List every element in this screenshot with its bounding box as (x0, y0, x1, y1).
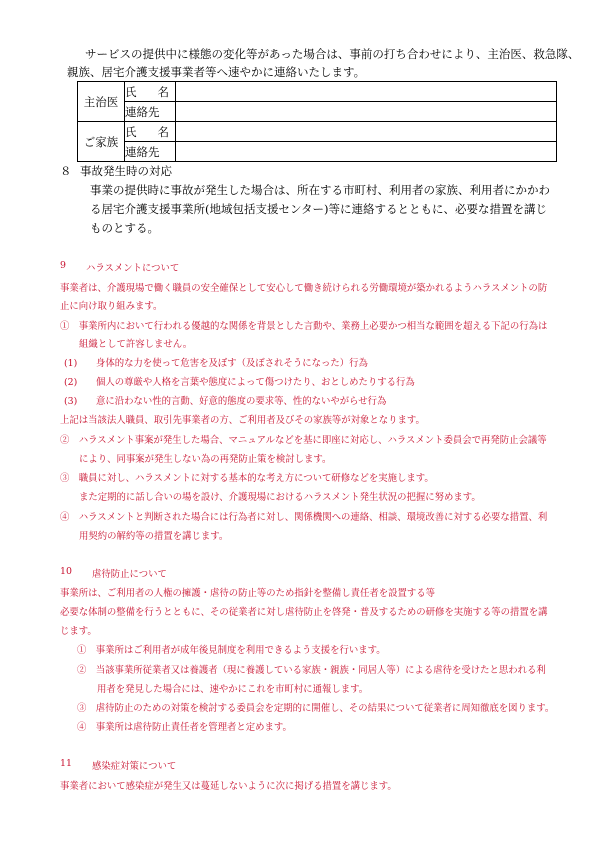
sec8-title: 事故発生時の対応 (80, 164, 172, 178)
sec10-intro-1: 事業所は、ご利用者の人権の擁護・虐待の防止等のため指針を整備し責任者を設置する等 (60, 588, 436, 599)
sec10-intro-3: じます。 (60, 626, 97, 637)
sec9-title: ハラスメントについて (86, 263, 180, 274)
sec8-number: ８ (60, 164, 72, 178)
sec10-item-3: ③ 虐待防止のための対策を検討する委員会を定期的に開催し、その結果について従業者に周知徹底を図ります。 (77, 703, 555, 714)
sec9-item-2a: ② ハラスメント事案が発生した場合、マニュアルなどを基に即座に対応し、ハラスメント委員会で再発防止会議等 (60, 435, 547, 446)
emergency-line-1: サービスの提供中に様態の変化等があった場合は、事前の打ち合わせにより、主治医、救急隊、 (85, 47, 580, 61)
emergency-contact-table (77, 81, 557, 162)
sec8-line-1: 事業の提供時に事故が発生した場合は、所在する市町村、利用者の家族、利用者にかかわ (90, 183, 550, 197)
sec9-item-2b: により、同事案が発生しない為の再発防止策を検討します。 (79, 454, 332, 465)
sec10-item-2a: ② 当該事業所従業者又は養護者（現に養護している家族・親族・同居人等）による虐待を受けたと思われる利 (77, 665, 546, 676)
doctor-contact-cell[interactable] (176, 102, 557, 122)
sec10-title: 虐待防止について (92, 569, 167, 580)
sec8-line-2: る居宅介護支援事業所(地域包括支援センター)等に連絡するとともに、必要な措置を講じ (90, 202, 548, 216)
sec9-sub-1: (1) 身体的な力を使って危害を及ぼす（及ぼされそうになった）行為 (64, 358, 368, 369)
doctor-name-cell[interactable] (176, 82, 557, 102)
sec11-title: 感染症対策について (92, 761, 177, 772)
family-name-cell[interactable] (176, 122, 557, 142)
sec10-intro-2: 必要な体制の整備を行うとともに、その従業者に対し虐待防止を啓発・普及するための研修を実施する等の措置を講 (60, 607, 548, 618)
doctor-name-label: 氏 名 (125, 82, 176, 102)
sec8-line-3: ものとする。 (90, 221, 159, 235)
doctor-contact-label: 連絡先 (125, 102, 176, 122)
sec9-note: 上記は当該法人職員、取引先事業者の方、ご利用者及びその家族等が対象となります。 (60, 415, 425, 426)
sec9-intro-2: 止に向け取り組みます。 (60, 301, 163, 312)
sec10-number: 10 (60, 566, 72, 577)
family-contact-label: 連絡先 (125, 142, 176, 162)
sec9-number: 9 (60, 260, 66, 271)
sec9-item-4a: ④ ハラスメントと判断された場合には行為者に対し、関係機関への連絡、相談、環境改善に対する必要な措置、利 (60, 512, 548, 523)
sec10-item-2b: 用者を発見した場合には、速やかにこれを市町村に通報します。 (97, 684, 369, 695)
sec10-item-1: ① 事業所はご利用者が成年後見制度を利用できるよう支援を行います。 (77, 645, 386, 656)
sec10-item-4: ④ 事業所は虐待防止責任者を管理者と定めます。 (77, 722, 292, 733)
sec9-item-1a: ① 事業所内において行われる優越的な関係を背景とした言動や、業務上必要かつ相当な範囲を超える下記の行為は (60, 321, 548, 332)
sec9-item-3a: ③ 職員に対し、ハラスメントに対する基本的な考え方について研修などを実施します。 (60, 473, 434, 484)
sec9-sub-3: (3) 意に沿わない性的言動、好意的態度の要求等、性的ないやがらせ行為 (64, 396, 387, 407)
family-label: ご家族 (78, 122, 125, 162)
emergency-line-2: 親族、居宅介護支援事業者等へ速やかに連絡いたします。 (67, 65, 366, 79)
sec9-intro-1: 事業者は、介護現場で働く職員の安全確保として安心して働き続けられる労働環境が築かれるようハラスメントの防 (60, 283, 548, 294)
doctor-label: 主治医 (78, 82, 125, 122)
family-name-label: 氏 名 (125, 122, 176, 142)
sec11-number: 11 (60, 758, 72, 769)
sec9-item-3b: また定期的に話し合いの場を設け、介護現場におけるハラスメント発生状況の把握に努めます。 (79, 492, 481, 503)
sec9-sub-2: (2) 個人の尊厳や人格を言葉や態度によって傷つけたり、おとしめたりする行為 (64, 377, 415, 388)
sec9-item-1b: 組織として許容しません。 (79, 339, 193, 350)
sec11-intro: 事業者において感染症が発生又は蔓延しないように次に掲げる措置を講じます。 (60, 781, 397, 792)
family-contact-cell[interactable] (176, 142, 557, 162)
sec9-item-4b: 用契約の解約等の措置を講じます。 (79, 531, 229, 542)
